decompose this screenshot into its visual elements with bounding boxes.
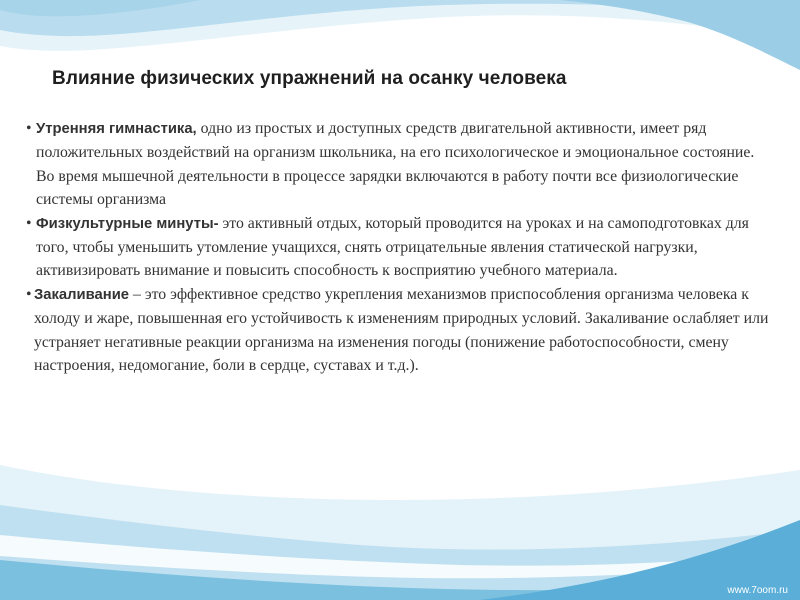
text-morning-exercise: одно из простых и доступных средств двигательной активности, имеет ряд положительных воздействий на организм школьника, на его психологическое и эмоциональное состояние. Во время мышечной деятельности в процессе зарядки включаются в работу почти все физиологические системы организма [36, 120, 755, 209]
list-item-hardening [26, 283, 776, 378]
watermark: www.7oom.ru [727, 585, 788, 596]
term-morning-exercise: Утренняя гимнастика, [36, 121, 197, 137]
list-item-physical-minutes [26, 212, 776, 283]
slide-title: Влияние физических упражнений на осанку человека [52, 68, 567, 89]
term-hardening: Закаливание [34, 286, 130, 303]
list-item-morning-exercise [26, 117, 776, 212]
term-physical-minutes: Физкультурные минуты- [36, 215, 219, 232]
text-hardening: – это эффективное средство укрепления механизмов приспособления организма человека к холоду и жаре, повышенная его устойчивость к изменениям природных условий. Закаливание ослабляет или устраняет негативные реакции организма на изменения погоды (понижение работоспособности, смену настроения, недомогание, боли в сердце, суставах и т.д.). [34, 285, 769, 375]
bullet-list [26, 117, 776, 377]
text-physical-minutes: это активный отдых, который проводится на уроках и на самоподготовках для того, чтобы уменьшить утомление учащихся, снять отрицательные явления статической нагрузки, активизировать внимание и повысить способность к восприятию учебного материала. [36, 214, 749, 280]
